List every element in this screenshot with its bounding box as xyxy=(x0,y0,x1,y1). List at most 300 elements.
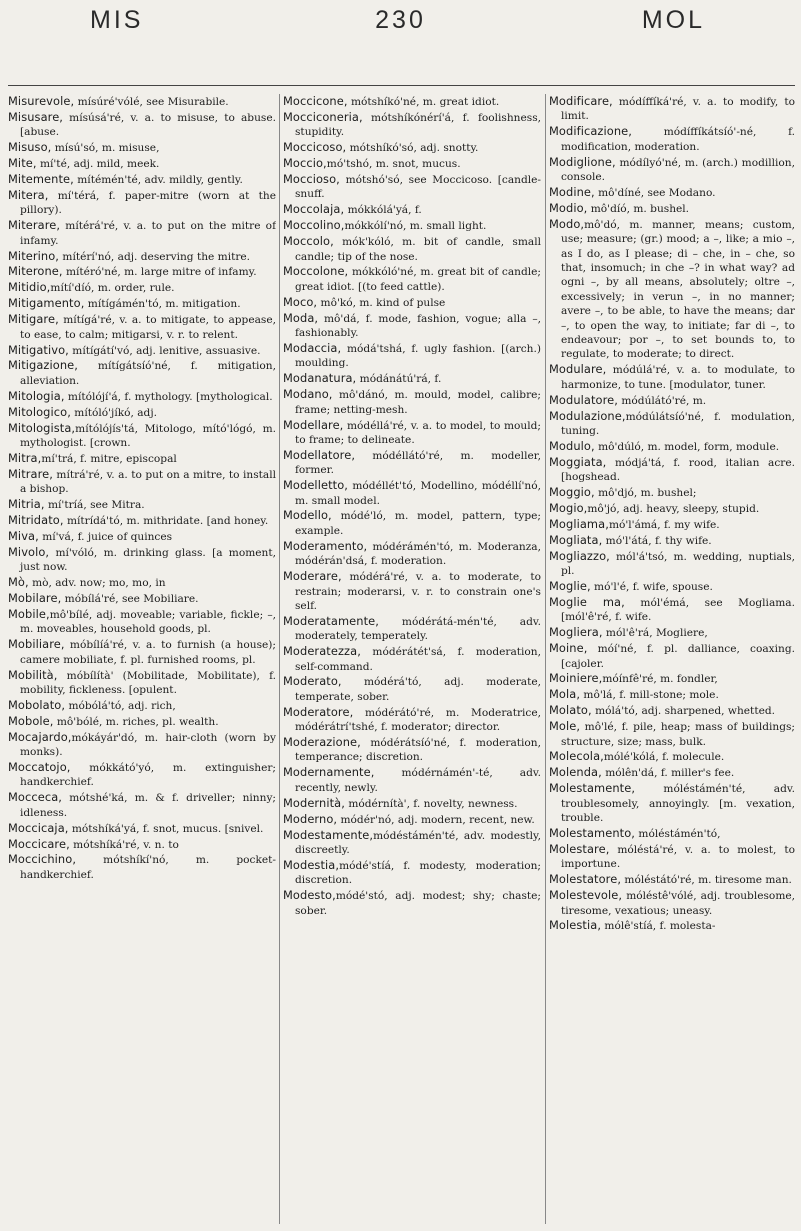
entry-definition: mítérí'nó, adj. deserving the mitre. xyxy=(59,250,251,263)
dictionary-entry xyxy=(8,156,276,171)
entry-definition: mókkátó'yó, m. extinguisher; handkerchief. xyxy=(20,761,276,789)
entry-headword: Moccichino, xyxy=(8,852,77,867)
entry-definition: mítrídá'tó, m. mithridate. [and honey. xyxy=(63,514,269,527)
entry-headword: Molestamento, xyxy=(549,826,636,840)
dictionary-entry xyxy=(8,94,276,109)
entry-headword: Mitemente, xyxy=(8,172,74,187)
dictionary-entry xyxy=(283,705,541,735)
dictionary-entry xyxy=(8,852,276,882)
entry-definition: móí'né, f. pl. dalliance, coaxing. [cajoler. xyxy=(561,643,795,670)
entry-headword: Miterino, xyxy=(8,248,60,263)
dictionary-entry xyxy=(549,185,795,200)
dictionary-entry xyxy=(283,478,541,508)
entry-headword: Moccolone, xyxy=(283,264,349,279)
entry-headword: Mitridato, xyxy=(8,512,64,527)
entry-definition: módérátá-mén'té, adv. moderately, temperately. xyxy=(295,615,541,643)
entry-definition: móléstámén'té, adv. troublesomely, annoyingly. [m. vexation, trouble. xyxy=(561,783,795,825)
entry-definition: móbílíá'ré, v. a. to furnish (a house); camere mobiliate, f. pl. furnished rooms, pl. xyxy=(20,639,276,666)
entry-headword: Moccolo, xyxy=(283,234,334,249)
entry-definition: mô'bólé, m. riches, pl. wealth. xyxy=(53,715,219,728)
entry-headword: Mogliazzo, xyxy=(549,548,610,563)
entry-definition: mô'dó, m. manner, means; custom, use; measure; (gr.) mood; a –, like; a mio –, as I do, as I please; di – che, in – che, so that, insomuch; in che –? in what way? ad ogni –, by all means, absolutely; oltre –, excessively; in verun –, in no manner; avere –, to be able, to have the means; dar –, to open the way, to initiate; far di –, to endeavour; por –, to set bounds to, to regulate, to moderate; to direct. xyxy=(561,218,795,361)
dictionary-entry xyxy=(283,614,541,644)
column-1 xyxy=(8,94,276,1224)
entry-definition: módá'tshá, f. ugly fashion. [(arch.) moulding. xyxy=(295,343,541,370)
entry-headword: Misuso, xyxy=(8,140,52,155)
dictionary-entry xyxy=(8,389,276,404)
entry-definition: mól'émá, see Mogliama. [mól'ê'ré, f. wife. xyxy=(561,596,795,624)
entry-headword: Miva, xyxy=(8,528,39,543)
dictionary-entry xyxy=(283,218,541,233)
entry-definition: mólá'tó, adj. sharpened, whetted. xyxy=(591,705,775,718)
dictionary-entry xyxy=(8,698,276,713)
entry-definition: mókáyár'dó, m. hair-cloth (worn by monks). xyxy=(20,731,276,759)
dictionary-entry xyxy=(283,812,541,827)
entry-headword: Moderato, xyxy=(283,674,342,689)
entry-headword: Modine, xyxy=(549,184,595,199)
dictionary-entry xyxy=(8,358,276,388)
entry-headword: Moccioso, xyxy=(283,172,340,187)
entry-headword: Miterare, xyxy=(8,218,61,233)
entry-headword: Mitria, xyxy=(8,497,45,512)
dictionary-entry xyxy=(8,760,276,790)
entry-headword: Modellatore, xyxy=(283,447,356,462)
entry-headword: Molato, xyxy=(549,703,592,718)
entry-headword: Moccicaja, xyxy=(8,820,69,835)
entry-definition: mó'l'é, f. wife, spouse. xyxy=(590,581,713,593)
entry-definition: mítígátí'vó, adj. lenitive, assuasive. xyxy=(68,344,261,357)
entry-headword: Moccolino, xyxy=(283,218,345,233)
entry-definition: móbólá'tó, adj. rich, xyxy=(65,699,176,712)
entry-headword: Mitigamento, xyxy=(8,296,85,311)
entry-headword: Modiglione, xyxy=(549,154,616,169)
entry-headword: Mole, xyxy=(549,719,581,734)
entry-definition: módérátó'ré, m. Moderatrice, módérátrí'tshé, f. moderator; director. xyxy=(295,706,541,734)
entry-headword: Moda, xyxy=(283,310,319,325)
entry-definition: módé'stó, adj. modest; shy; chaste; sober. xyxy=(295,890,541,917)
entry-definition: módánátú'rá, f. xyxy=(356,373,442,386)
entry-definition: módúlá'ré, v. a. to modulate, to harmonize, to tune. [modulator, tuner. xyxy=(561,364,795,391)
dictionary-entry xyxy=(549,826,795,841)
entry-headword: Moderazione, xyxy=(283,735,361,750)
entry-definition: módéllátó'ré, m. modeller, former. xyxy=(295,449,541,477)
entry-headword: Mogliata, xyxy=(549,532,603,547)
entry-definition: mítrá'ré, v. a. to put on a mitre, to install a bishop. xyxy=(20,468,276,496)
dictionary-entry xyxy=(8,497,276,512)
dictionary-entry xyxy=(283,140,541,155)
entry-definition: módérá'ré, v. a. to moderate, to restrain; moderarsi, v. r. to constrain one's self. xyxy=(295,571,541,612)
entry-definition: mítémén'té, adv. mildly, gently. xyxy=(73,174,243,187)
dictionary-entry xyxy=(283,735,541,765)
entry-headword: Mola, xyxy=(549,687,581,702)
entry-definition: mótshíká'ré, v. n. to xyxy=(69,838,179,851)
entry-headword: Moderatezza, xyxy=(283,644,361,659)
entry-headword: Mobilità, xyxy=(8,667,58,682)
entry-definition: módílyó'né, m. (arch.) modillion, console. xyxy=(561,156,795,184)
entry-headword: Molestatore, xyxy=(549,872,622,887)
entry-headword: Mitologia, xyxy=(8,388,65,403)
entry-definition: mótshíkó'né, m. great idiot. xyxy=(347,96,500,108)
dictionary-entry xyxy=(549,517,795,532)
dictionary-entry xyxy=(8,637,276,667)
entry-definition: mí'térá, f. paper-mitre (worn at the pillory). xyxy=(20,189,276,217)
dictionary-entry xyxy=(549,641,795,671)
dictionary-entry xyxy=(283,539,541,569)
entry-definition: módíffíkátsíó'-né, f. modification, moderation. xyxy=(561,126,795,153)
entry-definition: módéllá'ré, v. a. to model, to mould; to frame; to delineate. xyxy=(295,419,541,446)
entry-definition: mísúsá'ré, v. a. to misuse, to abuse. [abuse. xyxy=(20,111,276,139)
dictionary-entry xyxy=(283,888,541,918)
dictionary-entry xyxy=(549,409,795,439)
entry-headword: Modificare, xyxy=(549,94,613,108)
dictionary-entry xyxy=(283,202,541,217)
dictionary-entry xyxy=(549,687,795,702)
entry-headword: Mitigare, xyxy=(8,312,59,327)
dictionary-entry xyxy=(549,362,795,392)
entry-definition: módúlátó'ré, m. xyxy=(618,394,707,407)
entry-definition: mítéró'né, m. large mitre of infamy. xyxy=(62,266,257,279)
dictionary-entry xyxy=(549,872,795,887)
entry-headword: Modaccia, xyxy=(283,341,342,355)
page-header xyxy=(0,0,801,86)
dictionary-entry xyxy=(549,749,795,764)
dictionary-entry xyxy=(283,371,541,386)
entry-headword: Mocajardo, xyxy=(8,729,72,744)
entry-headword: Modulazione, xyxy=(549,408,626,423)
entry-definition: mí'vá, f. juice of quinces xyxy=(38,530,173,543)
column-divider xyxy=(545,94,546,1224)
entry-definition: mô'lé, f. pile, heap; mass of buildings; structure, size; mass, bulk. xyxy=(561,721,795,748)
entry-headword: Moccio, xyxy=(283,156,327,171)
entry-headword: Mogliama, xyxy=(549,516,609,531)
dictionary-entry xyxy=(549,918,795,933)
entry-definition: mók'kóló, m. bit of candle, small candle; tip of the nose. xyxy=(295,236,541,263)
dictionary-entry xyxy=(8,467,276,497)
dictionary-entry xyxy=(283,828,541,858)
entry-headword: Moccicare, xyxy=(8,836,70,851)
entry-headword: Moccicoso, xyxy=(283,140,347,155)
dictionary-entry xyxy=(283,387,541,417)
dictionary-entry xyxy=(549,439,795,454)
entry-definition: mô'djó, m. bushel; xyxy=(594,487,697,500)
entry-headword: Moccicone, xyxy=(283,94,348,108)
entry-definition: móbílá'ré, see Mobiliare. xyxy=(61,593,199,605)
dictionary-entry xyxy=(549,155,795,185)
entry-definition: mókkólí'nó, m. small light. xyxy=(344,220,487,233)
entry-headword: Mogliera, xyxy=(549,625,603,640)
entry-headword: Mobole, xyxy=(8,713,54,728)
entry-headword: Moderno, xyxy=(283,811,338,826)
entry-definition: módér'nó, adj. modern, recent, new. xyxy=(337,813,535,826)
entry-definition: mó'l'ámá, f. my wife. xyxy=(608,518,720,531)
dictionary-entry xyxy=(283,674,541,704)
entry-headword: Modestamente, xyxy=(283,827,374,842)
dictionary-entry xyxy=(8,280,276,295)
entry-definition: mó'tshó, m. snot, mucus. xyxy=(326,158,461,171)
dictionary-entry xyxy=(8,343,276,358)
dictionary-entry xyxy=(8,668,276,698)
entry-definition: móínfê'ré, m. fondler, xyxy=(602,673,718,686)
dictionary-entry xyxy=(549,719,795,749)
entry-definition: mô'jó, adj. heavy, sleepy, stupid. xyxy=(587,502,760,515)
entry-headword: Molestamente, xyxy=(549,781,636,796)
entry-headword: Modernamente, xyxy=(283,765,375,780)
entry-definition: mô'díné, see Modano. xyxy=(594,186,716,199)
entry-headword: Moccolaja, xyxy=(283,202,345,217)
entry-headword: Moggiata, xyxy=(549,454,607,469)
entry-headword: Modelletto, xyxy=(283,478,348,493)
dictionary-entry xyxy=(549,201,795,216)
entry-definition: módé'ló, m. model, pattern, type; example. xyxy=(295,510,541,537)
entry-headword: Moglie, xyxy=(549,579,591,593)
entry-definition: mô'dúló, m. model, form, module. xyxy=(594,440,780,453)
header-right-guideword: MOL xyxy=(641,6,705,34)
entry-definition: módérátsíó'né, f. moderation, temperance; discretion. xyxy=(295,737,541,764)
entry-definition: mô'bílé, adj. moveable; variable, fickle; –, m. moveables, household goods, pl. xyxy=(20,608,276,636)
entry-definition: mítígátsíó'né, f. mitigation, alleviation. xyxy=(20,360,276,387)
entry-definition: móléstê'vólé, adj. troublesome, tiresome, vexatious; uneasy. xyxy=(561,890,795,917)
dictionary-entry xyxy=(283,110,541,140)
entry-headword: Moderatore, xyxy=(283,704,354,719)
dictionary-entry xyxy=(549,485,795,500)
entry-definition: mò, adv. now; mo, mo, in xyxy=(28,577,166,590)
dictionary-entry xyxy=(549,781,795,825)
entry-definition: mítígámén'tó, m. mitigation. xyxy=(84,298,241,311)
dictionary-entry xyxy=(8,188,276,218)
entry-definition: móléstámén'tó, xyxy=(635,828,721,840)
entry-definition: mô'kó, m. kind of pulse xyxy=(317,296,446,309)
entry-headword: Mocceca, xyxy=(8,790,62,805)
entry-definition: mótshíkó'só, adj. snotty. xyxy=(346,142,479,155)
dictionary-entry xyxy=(549,765,795,780)
entry-definition: mókkólá'yá, f. xyxy=(344,204,422,217)
dictionary-entry xyxy=(8,218,276,248)
dictionary-entry xyxy=(8,730,276,760)
dictionary-entry xyxy=(549,455,795,485)
entry-definition: mólê'stíá, f. molesta- xyxy=(601,920,716,933)
dictionary-entry xyxy=(8,110,276,140)
entry-headword: Molenda, xyxy=(549,765,602,780)
entry-definition: módúlátsíó'né, f. modulation, tuning. xyxy=(561,410,795,437)
entry-headword: Mite, xyxy=(8,156,37,171)
entry-definition: mô'díó, m. bushel. xyxy=(587,202,690,215)
entry-headword: Modano, xyxy=(283,387,333,402)
entry-definition: mísúré'vólé, see Misurabile. xyxy=(74,96,229,108)
entry-headword: Modello, xyxy=(283,508,332,523)
entry-headword: Mitrare, xyxy=(8,466,53,481)
dictionary-entry xyxy=(8,249,276,264)
entry-definition: mísú'só, m. misuse, xyxy=(51,142,160,155)
dictionary-entry xyxy=(283,234,541,264)
dictionary-entry xyxy=(549,842,795,872)
header-rule xyxy=(8,85,795,86)
entry-headword: Mitologista, xyxy=(8,420,76,435)
entry-definition: mólé'kólá, f. molecule. xyxy=(603,751,725,764)
entry-headword: Molestia, xyxy=(549,918,602,933)
entry-headword: Modulatore, xyxy=(549,392,618,407)
dictionary-entry xyxy=(8,529,276,544)
entry-headword: Mò, xyxy=(8,575,29,590)
entry-definition: mótshó'só, see Moccicoso. [candle-snuff. xyxy=(295,174,541,201)
dictionary-entry xyxy=(549,94,795,124)
entry-headword: Mitidio, xyxy=(8,280,51,295)
entry-headword: Molestevole, xyxy=(549,888,623,903)
entry-definition: mítérá'ré, v. a. to put on the mitre of infamy. xyxy=(20,220,276,247)
dictionary-entry xyxy=(8,591,276,606)
entry-headword: Molecola, xyxy=(549,749,604,764)
dictionary-entry xyxy=(549,595,795,625)
dictionary-entry xyxy=(283,508,541,538)
dictionary-entry xyxy=(8,513,276,528)
entry-headword: Mobiliare, xyxy=(8,637,65,652)
dictionary-entry xyxy=(549,533,795,548)
dictionary-entry xyxy=(8,405,276,420)
dictionary-entry xyxy=(8,140,276,155)
entry-definition: mókkóló'né, m. great bit of candle; great idiot. [(to feed cattle). xyxy=(295,266,541,293)
entry-headword: Modificazione, xyxy=(549,124,632,139)
dictionary-entry xyxy=(8,821,276,836)
entry-headword: Mocciconeria, xyxy=(283,109,363,124)
dictionary-entry xyxy=(283,796,541,811)
dictionary-entry xyxy=(283,341,541,371)
entry-definition: mótshíkónérí'á, f. foolishness, stupidity. xyxy=(295,111,541,139)
dictionary-entry xyxy=(8,312,276,342)
entry-definition: módérátét'sá, f. moderation, self-command. xyxy=(295,646,541,673)
entry-definition: mítí'díó, m. order, rule. xyxy=(50,282,175,295)
entry-definition: módérnítà', f. novelty, newness. xyxy=(344,797,518,810)
dictionary-entry xyxy=(283,765,541,795)
dictionary-entry xyxy=(8,421,276,451)
entry-headword: Moiniere, xyxy=(549,671,603,686)
dictionary-entry xyxy=(283,448,541,478)
entry-headword: Modulo, xyxy=(549,438,595,453)
entry-definition: mótshíkí'nó, m. pocket-handkerchief. xyxy=(20,854,276,881)
entry-definition: mô'dánó, m. mould, model, calibre; frame; netting-mesh. xyxy=(295,389,541,416)
dictionary-entry xyxy=(8,296,276,311)
entry-definition: mól'á'tsó, m. wedding, nuptials, pl. xyxy=(561,550,795,578)
entry-headword: Modanatura, xyxy=(283,371,357,386)
entry-headword: Modo, xyxy=(549,216,585,231)
dictionary-entry xyxy=(283,418,541,448)
page-number: 230 xyxy=(375,6,426,34)
entry-headword: Mitera, xyxy=(8,187,49,202)
entry-headword: Moglie ma, xyxy=(549,594,625,609)
entry-headword: Mobilare, xyxy=(8,591,62,605)
entry-headword: Mivolo, xyxy=(8,544,50,559)
column-divider xyxy=(279,94,280,1224)
entry-definition: mítígá'ré, v. a. to mitigate, to appease, to ease, to calm; mitigarsi, v. r. to relent. xyxy=(20,314,276,341)
dictionary-entry xyxy=(549,217,795,362)
dictionary-entry xyxy=(549,888,795,918)
entry-headword: Modestia, xyxy=(283,857,340,872)
entry-headword: Misurevole, xyxy=(8,94,75,108)
dictionary-entry xyxy=(283,644,541,674)
dictionary-entry xyxy=(8,172,276,187)
dictionary-entry xyxy=(549,124,795,154)
entry-headword: Mitigativo, xyxy=(8,342,69,357)
dictionary-entry xyxy=(8,451,276,466)
entry-headword: Moine, xyxy=(549,641,588,656)
entry-headword: Modio, xyxy=(549,200,588,215)
entry-definition: mô'lá, f. mill-stone; mole. xyxy=(580,689,719,702)
entry-definition: módéllét'tó, Modellino, módéllí'nó, m. small model. xyxy=(295,480,541,507)
entry-definition: móbílítà' (Mobilitade, Mobilitate), f. mobility, fickleness. [opulent. xyxy=(20,669,276,696)
dictionary-entry xyxy=(549,671,795,686)
entry-definition: mí'vóló, m. drinking glass. [a moment, just now. xyxy=(20,546,276,574)
entry-headword: Moco, xyxy=(283,294,318,309)
entry-headword: Mobolato, xyxy=(8,697,66,712)
entry-headword: Mitologico, xyxy=(8,404,71,419)
entry-headword: Mitra, xyxy=(8,450,42,465)
entry-definition: mô'dá, f. mode, fashion, vogue; alla –, fashionably. xyxy=(295,312,541,340)
dictionary-entry xyxy=(549,579,795,594)
column-2 xyxy=(283,94,541,1224)
entry-definition: mí'trá, f. mitre, episcopal xyxy=(41,452,177,465)
entry-definition: mótshé'ká, m. & f. driveller; ninny; idleness. xyxy=(20,792,276,819)
dictionary-entry xyxy=(283,858,541,888)
entry-headword: Mobile, xyxy=(8,606,50,621)
dictionary-entry xyxy=(8,264,276,279)
entry-definition: mítólójí'á, f. mythology. [mythological. xyxy=(64,390,273,403)
dictionary-entry xyxy=(549,703,795,718)
dictionary-entry xyxy=(283,295,541,310)
entry-definition: mí'té, adj. mild, meek. xyxy=(36,158,160,171)
entry-headword: Misusare, xyxy=(8,109,64,124)
entry-definition: mí'tríá, see Mitra. xyxy=(44,499,145,512)
entry-headword: Moderatamente, xyxy=(283,613,379,628)
entry-headword: Moggio, xyxy=(549,485,595,500)
entry-definition: módíffíká'ré, v. a. to modify, to limit. xyxy=(561,96,795,123)
dictionary-entry xyxy=(549,549,795,579)
entry-headword: Modesto, xyxy=(283,888,336,903)
entry-headword: Mitigazione, xyxy=(8,358,78,373)
column-3 xyxy=(549,94,795,1224)
entry-definition: módé'stíá, f. modesty, moderation; discretion. xyxy=(295,859,541,887)
entry-definition: módérá'tó, adj. moderate, temperate, sober. xyxy=(295,676,541,703)
entry-definition: móléstátó'ré, m. tiresome man. xyxy=(621,874,792,887)
entry-definition: módérnámén'-té, adv. recently, newly. xyxy=(295,767,541,794)
dictionary-entry xyxy=(283,156,541,171)
entry-headword: Modulare, xyxy=(549,362,607,377)
entry-definition: mól'ê'rá, Mogliere, xyxy=(602,627,708,640)
entry-headword: Molestare, xyxy=(549,841,610,856)
entry-definition: móléstá'ré, v. a. to molest, to importune. xyxy=(561,843,795,871)
entry-definition: mítóló'jíkó, adj. xyxy=(70,406,157,419)
dictionary-entry xyxy=(283,264,541,294)
dictionary-entry xyxy=(8,545,276,575)
entry-definition: módéstámén'té, adv. modestly, discreetly. xyxy=(295,829,541,856)
dictionary-entry xyxy=(8,790,276,820)
dictionary-entry xyxy=(283,94,541,109)
header-left-guideword: MIS xyxy=(90,6,144,34)
dictionary-entry xyxy=(8,575,276,590)
entry-definition: mó'l'átá, f. thy wife. xyxy=(602,534,712,547)
dictionary-entry xyxy=(549,501,795,516)
entry-headword: Moderare, xyxy=(283,569,342,584)
entry-definition: mótshíká'yá, f. snot, mucus. [snivel. xyxy=(68,822,264,835)
dictionary-entry xyxy=(283,311,541,341)
entry-definition: mólên'dá, f. miller's fee. xyxy=(601,767,735,780)
entry-headword: Miterone, xyxy=(8,264,63,279)
entry-definition: módjá'tá, f. rood, italian acre. [hogshead. xyxy=(561,456,795,484)
entry-headword: Mogio, xyxy=(549,500,588,515)
entry-definition: mítólójís'tá, Mitologo, mító'lógó, m. mythologist. [crown. xyxy=(20,422,276,449)
dictionary-entry xyxy=(283,569,541,613)
entry-headword: Moccatojo, xyxy=(8,759,71,774)
entry-headword: Modellare, xyxy=(283,417,344,432)
entry-definition: módérámén'tó, m. Moderanza, módérán'dsá, f. moderation. xyxy=(295,540,541,568)
entry-headword: Moderamento, xyxy=(283,538,368,553)
